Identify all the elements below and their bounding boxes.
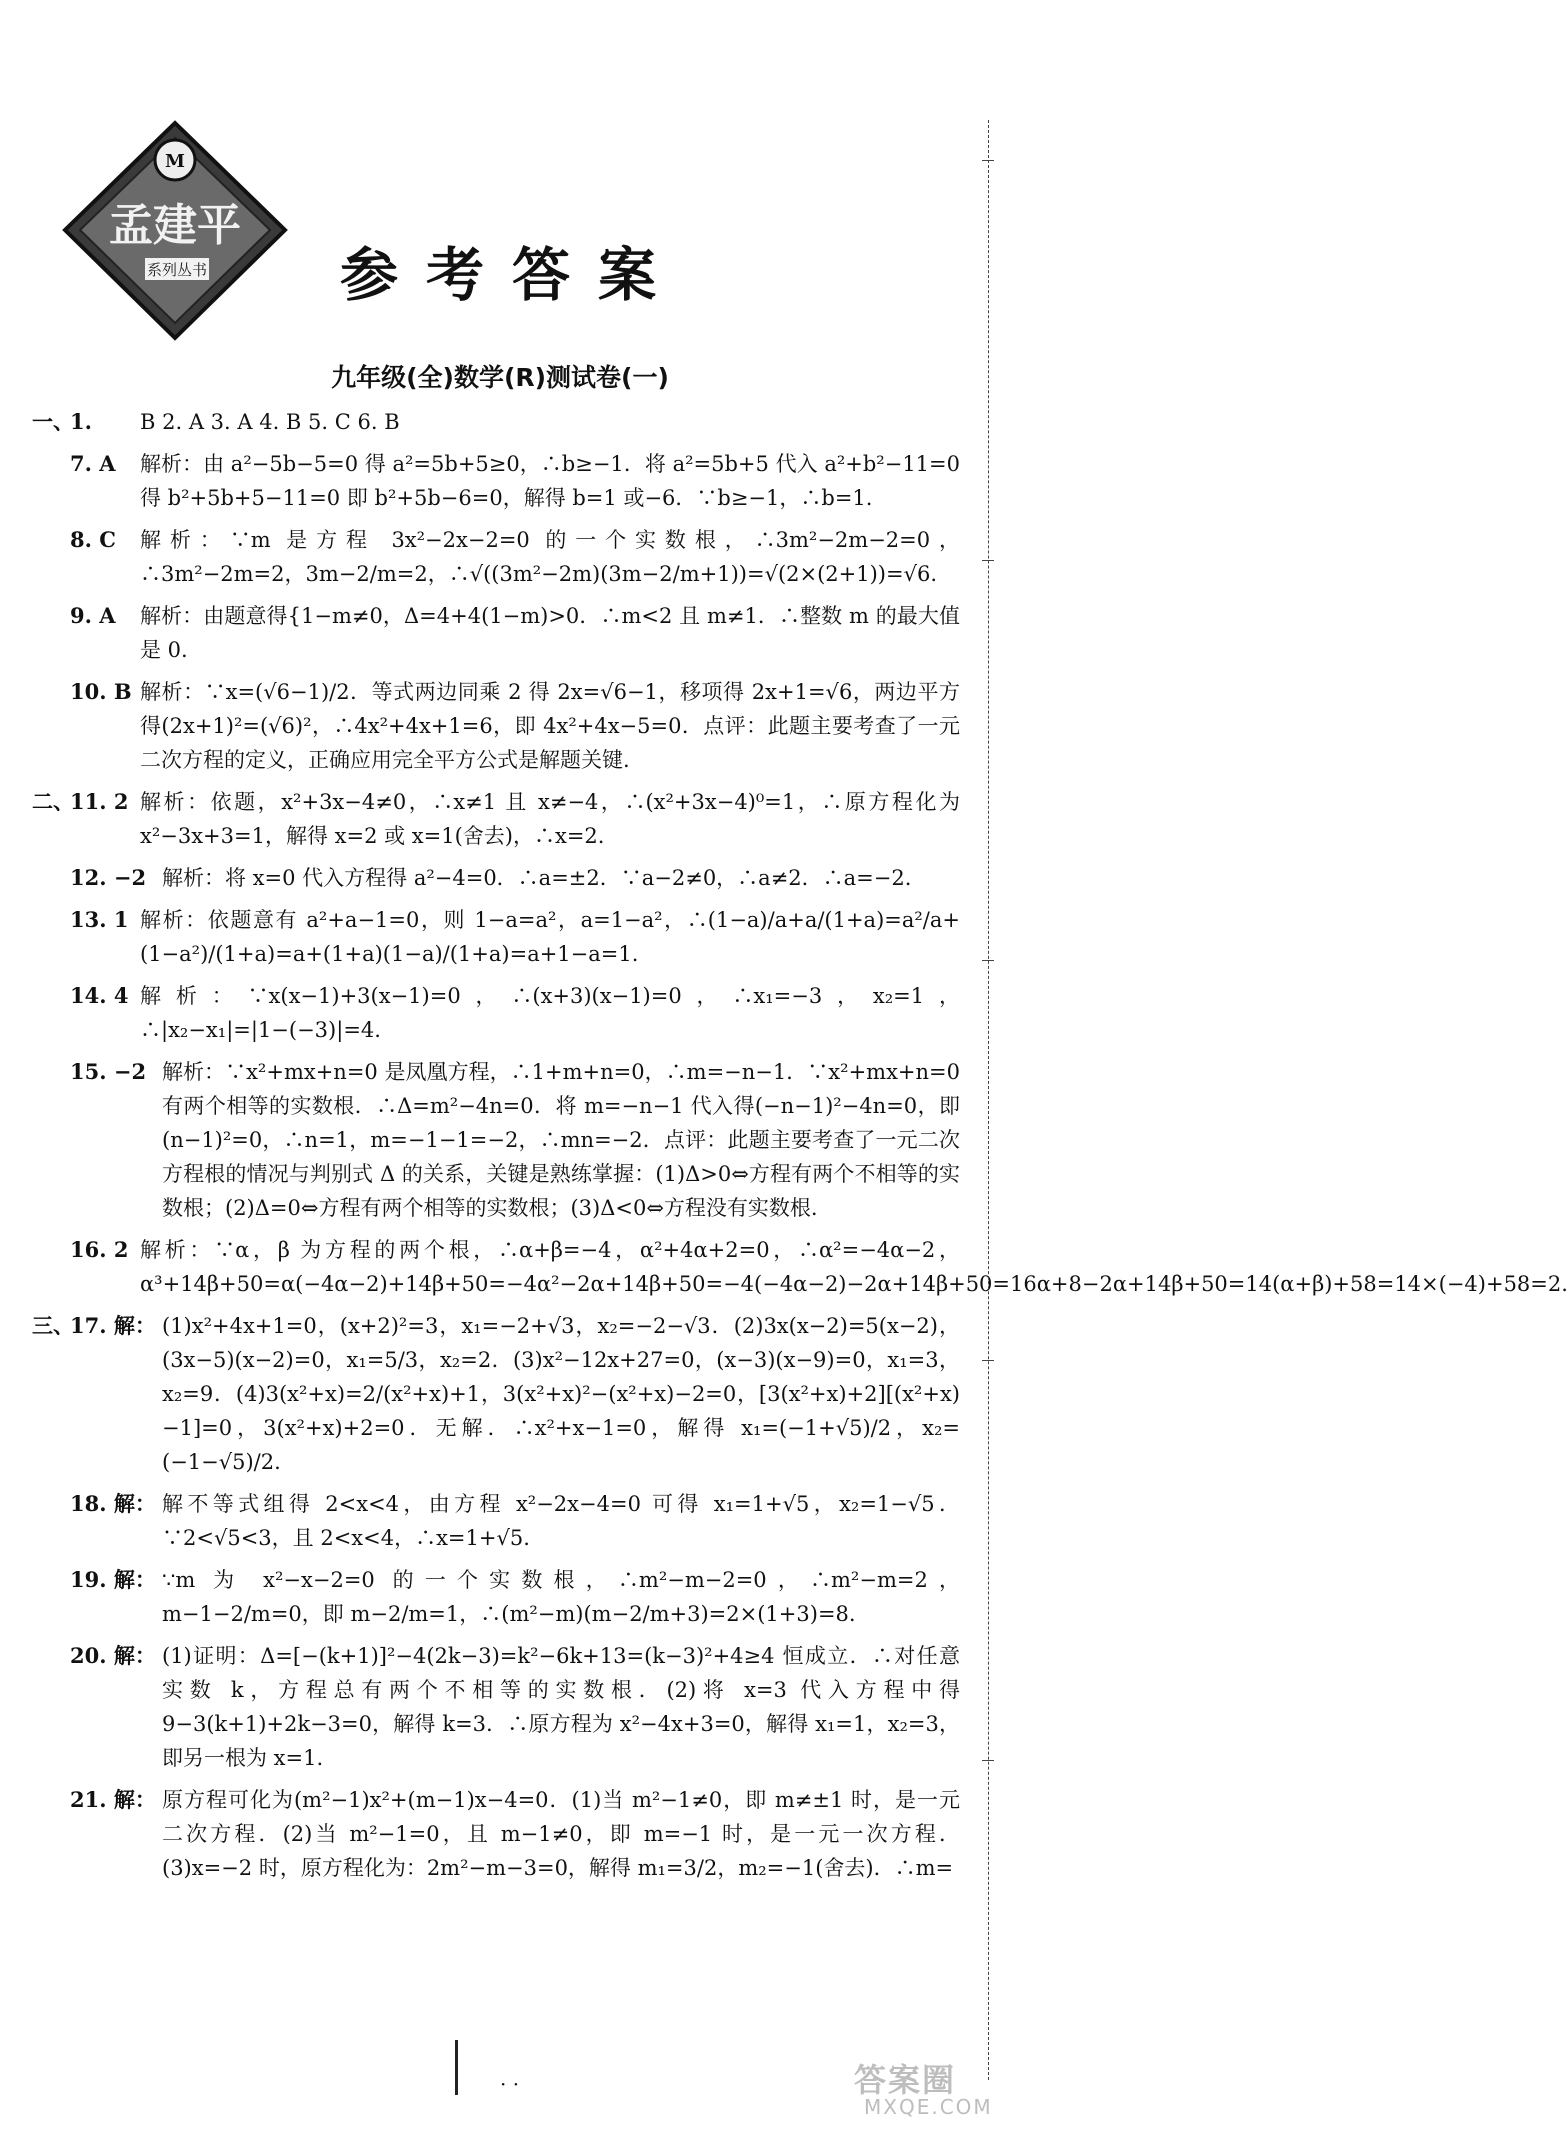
- answer-item: [70, 1487, 960, 1555]
- answer-text: (1)x²+4x+1=0，(x+2)²=3，x₁=−2+√3，x₂=−2−√3．(2)3x(x−2)=5(x−2)，(3x−5)(x−2)=0，x₁=5/3，x₂=2．(3)x²−12x+27=0，(x−3)(x−9)=0，x₁=3，x₂=9．(4)3(x²+x)=2/(x²+x)+1，3(x²+x)²−(x²+x)−2=0，[3(x²+x)+2][(x²+x)−1]=0，3(x²+x)+2=0．无解．∴x²+x−1=0，解得 x₁=(−1+√5)/2，x₂=(−1−√5)/2.: [162, 1314, 960, 1474]
- binding-margin-line: [988, 120, 989, 2080]
- answer-item: [32, 785, 960, 853]
- answer-list: [32, 405, 1568, 1893]
- watermark: [850, 2055, 993, 2125]
- answer-item: [32, 1309, 960, 1479]
- margin-tick: [982, 560, 994, 561]
- margin-tick: [982, 1760, 994, 1761]
- margin-tick: [982, 160, 994, 161]
- answer-text: 解析：由题意得{1−m≠0，Δ=4+4(1−m)>0．∴m<2 且 m≠1．∴整数 m 的最大值是 0.: [140, 604, 960, 662]
- question-number: 18. 解：: [70, 1491, 156, 1516]
- question-number: 15. −2: [70, 1059, 147, 1084]
- answer-item: [70, 1233, 1568, 1301]
- answer-item: [70, 1563, 960, 1631]
- answer-item: [70, 1783, 960, 1885]
- answer-item: [70, 979, 960, 1047]
- answer-text: 解析：将 x=0 代入方程得 a²−4=0．∴a=±2．∵a−2≠0，∴a≠2．∴a=−2.: [162, 866, 912, 890]
- answer-text: 解析：∵m 是方程 3x²−2x−2=0 的一个实数根，∴3m²−2m−2=0，∴3m²−2m=2，3m−2/m=2，∴√((3m²−2m)(3m−2/m+1))=√(2×(2+1))=√6.: [140, 528, 960, 586]
- answer-item: [70, 447, 960, 515]
- page-title: 参考答案: [340, 241, 685, 309]
- question-number: 1.: [70, 409, 92, 434]
- question-number: 8. C: [70, 527, 116, 552]
- answer-text: 解析：由 a²−5b−5=0 得 a²=5b+5≥0，∴b≥−1．将 a²=5b+5 代入 a²+b²−11=0 得 b²+5b+5−11=0 即 b²+5b−6=0，解得 b=1 或−6．∵b≥−1，∴b=1.: [140, 452, 960, 510]
- question-number: 9. A: [70, 603, 116, 628]
- brand-logo: [60, 118, 290, 343]
- section-label: 二、: [32, 789, 74, 814]
- margin-tick: [982, 960, 994, 961]
- svg-text:M: M: [165, 151, 185, 172]
- question-number: 13. 1: [70, 907, 129, 932]
- answer-item: [70, 861, 960, 895]
- margin-tick: [982, 1360, 994, 1361]
- question-number: 11. 2: [70, 789, 129, 814]
- answer-text: ∵m 为 x²−x−2=0 的一个实数根，∴m²−m−2=0，∴m²−m=2，m−1−2/m=0，即 m−2/m=1，∴(m²−m)(m−2/m+3)=2×(1+3)=8.: [162, 1568, 960, 1626]
- logo-series-text: 系列丛书: [146, 261, 208, 279]
- section-label: 一、: [32, 409, 74, 434]
- question-number: 16. 2: [70, 1237, 129, 1262]
- answer-text: 解析：∵x(x−1)+3(x−1)=0，∴(x+3)(x−1)=0，∴x₁=−3，x₂=1，∴|x₂−x₁|=|1−(−3)|=4.: [140, 984, 960, 1042]
- question-number: 12. −2: [70, 865, 147, 890]
- question-number: 17. 解：: [70, 1313, 156, 1338]
- answer-text: 解析：依题，x²+3x−4≠0，∴x≠1 且 x≠−4，∴(x²+3x−4)⁰=1，∴原方程化为 x²−3x+3=1，解得 x=2 或 x=1(舍去)，∴x=2.: [140, 790, 960, 848]
- answer-text: 解析：∵x=(√6−1)/2．等式两边同乘 2 得 2x=√6−1，移项得 2x+1=√6，两边平方得(2x+1)²=(√6)²，∴4x²+4x+1=6，即 4x²+4x−5=0．点评：此题主要考查了一元二次方程的定义，正确应用完全平方公式是解题关键.: [140, 680, 960, 772]
- question-number: 7. A: [70, 451, 116, 476]
- question-number: 14. 4: [70, 983, 129, 1008]
- answer-text: (1)证明：Δ=[−(k+1)]²−4(2k−3)=k²−6k+13=(k−3)²+4≥4 恒成立．∴对任意实数 k，方程总有两个不相等的实数根．(2)将 x=3 代入方程中得 9−3(k+1)+2k−3=0，解得 k=3．∴原方程为 x²−4x+3=0，解得 x₁=1，x₂=3，即另一根为 x=1.: [162, 1644, 960, 1770]
- answer-item: [70, 599, 960, 667]
- answer-text: 原方程可化为(m²−1)x²+(m−1)x−4=0．(1)当 m²−1≠0，即 m≠±1 时，是一元二次方程．(2)当 m²−1=0，且 m−1≠0，即 m=−1 时，是一元一次方程．(3)x=−2 时，原方程化为：2m²−m−3=0，解得 m₁=3/2，m₂=−1(舍去)．∴m=: [162, 1788, 960, 1880]
- watermark-line2: MXQE.COM: [864, 2095, 993, 2119]
- question-number: 21. 解：: [70, 1787, 156, 1812]
- question-number: 19. 解：: [70, 1567, 156, 1592]
- answer-text: 解不等式组得 2<x<4，由方程 x²−2x−4=0 可得 x₁=1+√5，x₂=1−√5．∵2<√5<3，且 2<x<4，∴x=1+√5.: [162, 1492, 960, 1550]
- section-label: 三、: [32, 1313, 74, 1338]
- answer-text: B 2. A 3. A 4. B 5. C 6. B: [140, 410, 400, 434]
- test-subtitle: 九年级(全)数学(R)测试卷(一): [331, 363, 669, 392]
- answer-item: [32, 405, 960, 439]
- answer-item: [70, 1639, 960, 1775]
- page-mark: [455, 2040, 458, 2095]
- watermark-line1: 答案圈: [854, 2061, 957, 2099]
- question-number: 10. B: [70, 679, 132, 704]
- answer-item: [70, 675, 960, 777]
- answer-item: [70, 903, 960, 971]
- question-number: 20. 解：: [70, 1643, 156, 1668]
- logo-brand-text: 孟建平: [109, 200, 241, 251]
- answer-text: 解析：∵x²+mx+n=0 是凤凰方程，∴1+m+n=0，∴m=−n−1．∵x²+mx+n=0 有两个相等的实数根．∴Δ=m²−4n=0．将 m=−n−1 代入得(−n−1)²−4n=0，即(n−1)²=0，∴n=1，m=−1−1=−2，∴mn=−2．点评：此题主要考查了一元二次方程根的情况与判别式 Δ 的关系，关键是熟练掌握：(1)Δ>0⇔方程有两个不相等的实数根；(2)Δ=0⇔方程有两个相等的实数根；(3)Δ<0⇔方程没有实数根.: [162, 1060, 960, 1220]
- answer-text: 解析：∵α，β 为方程的两个根，∴α+β=−4，α²+4α+2=0，∴α²=−4α−2，α³+14β+50=α(−4α−2)+14β+50=−4α²−2α+14β+50=−4(−4α−2)−2α+14β+50=16α+8−2α+14β+50=14(α+β)+58=14×(−4)+58=2.: [140, 1238, 1568, 1296]
- answer-item: [70, 523, 960, 591]
- answer-text: 解析：依题意有 a²+a−1=0，则 1−a=a²，a=1−a²，∴(1−a)/a+a/(1+a)=a²/a+(1−a²)/(1+a)=a+(1+a)(1−a)/(1+a)=a+1−a=1.: [140, 908, 960, 966]
- page-dots: · ·: [500, 2072, 520, 2096]
- answer-item: [70, 1055, 960, 1225]
